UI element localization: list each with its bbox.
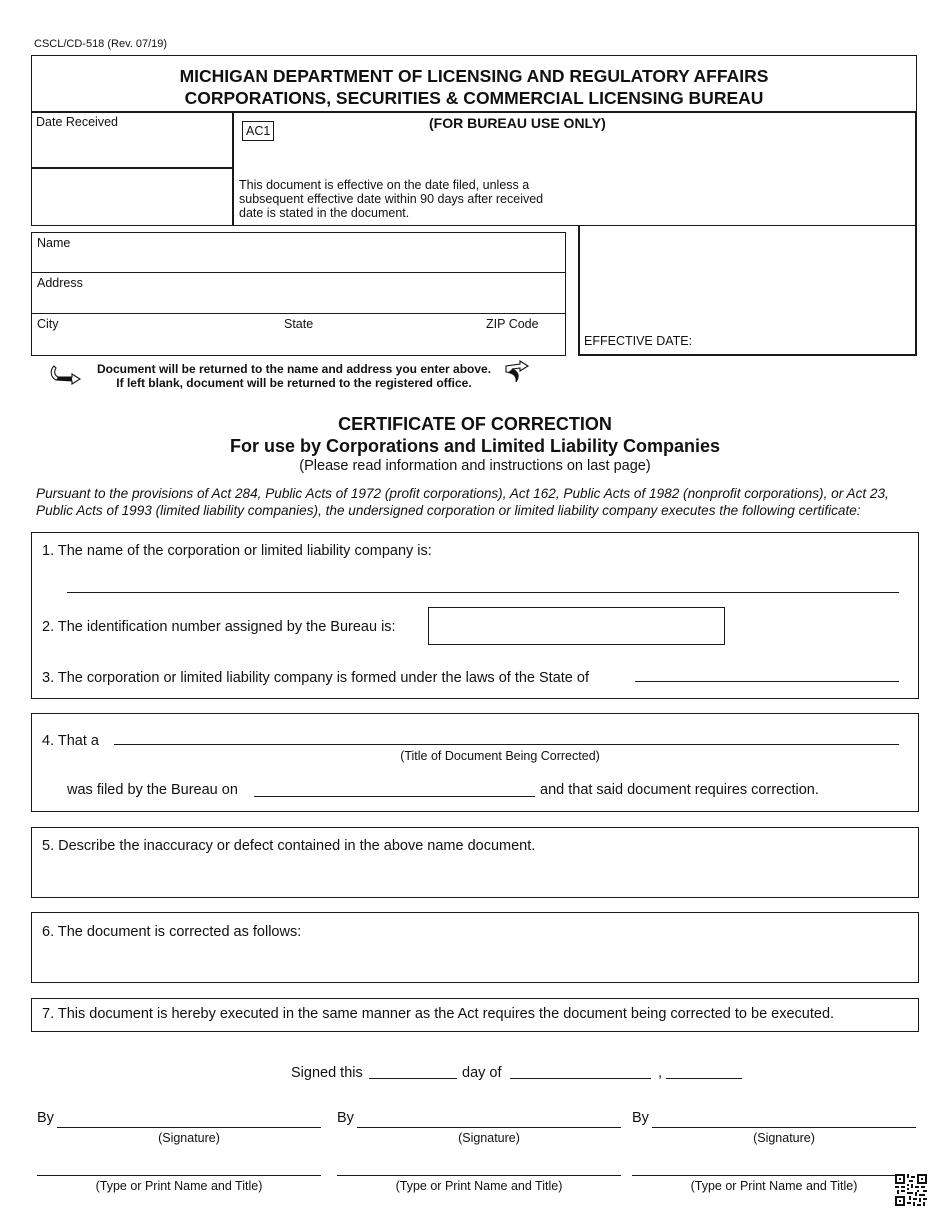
name-title-line-1[interactable] xyxy=(37,1175,321,1176)
curved-arrow-right-icon xyxy=(502,360,532,386)
item-7-text: 7. This document is hereby executed in the same manner as the Act requires the document being corrected to be executed. xyxy=(42,1006,835,1022)
comma: , xyxy=(658,1065,663,1081)
corporation-name-line[interactable] xyxy=(67,592,899,593)
date-received-label: Date Received xyxy=(36,115,118,129)
bureau-right-border xyxy=(915,111,917,356)
signature-line-3[interactable] xyxy=(652,1127,916,1128)
item-5-text: 5. Describe the inaccuracy or defect contained in the above name document. xyxy=(42,838,536,854)
name-field[interactable] xyxy=(32,233,565,273)
signature-line-1[interactable] xyxy=(57,1127,321,1128)
item-5-box[interactable] xyxy=(31,827,919,898)
bureau-name: CORPORATIONS, SECURITIES & COMMERCIAL LICENSING BUREAU xyxy=(184,88,764,108)
item-2-text: 2. The identification number assigned by the Bureau is: xyxy=(42,619,396,635)
preamble: Pursuant to the provisions of Act 284, Public Acts of 1972 (profit corporations), Act 162, Public Acts of 1982 (nonprofit corporations), or Act 23, Public Acts of 1993 (limited liability companies), the undersigned corporation or limited liability company executes the following certificate: xyxy=(36,486,889,518)
signature-caption-3: (Signature) xyxy=(753,1131,815,1145)
item-6-box[interactable] xyxy=(31,912,919,983)
by-label-1: By xyxy=(37,1110,54,1126)
signed-day-line[interactable] xyxy=(369,1078,457,1079)
city-state-zip-field[interactable] xyxy=(32,314,565,355)
item-7-box xyxy=(31,998,919,1032)
return-notice-line2: If left blank, document will be returned to the registered office. xyxy=(116,376,472,390)
signed-this-label: Signed this xyxy=(291,1065,363,1081)
name-label: Name xyxy=(37,236,71,250)
city-label: City xyxy=(37,317,59,331)
date-received-cell[interactable] xyxy=(31,111,234,169)
effective-date-label: EFFECTIVE DATE: xyxy=(584,334,693,348)
curved-arrow-left-icon xyxy=(46,362,82,386)
agency-name: MICHIGAN DEPARTMENT OF LICENSING AND REGULATORY AFFAIRS xyxy=(179,66,769,86)
effective-date-bottom-border xyxy=(578,354,917,356)
ac1-box: AC1 xyxy=(242,121,274,141)
bureau-use-only-label: (FOR BUREAU USE ONLY) xyxy=(429,115,606,131)
items-1-3-box xyxy=(31,532,919,699)
item-4-prefix: 4. That a xyxy=(42,733,99,749)
name-title-line-2[interactable] xyxy=(337,1175,621,1176)
bureau-blank-cell xyxy=(31,167,234,226)
certificate-subtitle: For use by Corporations and Limited Liability Companies xyxy=(229,436,721,456)
filing-date-line[interactable] xyxy=(254,796,535,797)
return-notice xyxy=(86,362,502,390)
document-title-line[interactable] xyxy=(114,744,899,745)
name-title-line-3[interactable] xyxy=(632,1175,916,1176)
address-field[interactable] xyxy=(32,273,565,314)
item-4-box xyxy=(31,713,919,812)
effective-note: This document is effective on the date filed, unless a subsequent effective date within 90 days after received date is stated in the document. xyxy=(239,178,544,220)
name-title-caption-3: (Type or Print Name and Title) xyxy=(690,1179,858,1193)
instructions-note: (Please read information and instructions on last page) xyxy=(299,458,651,474)
state-of-formation-line[interactable] xyxy=(635,681,899,682)
signed-month-line[interactable] xyxy=(510,1078,651,1079)
item-1-text: 1. The name of the corporation or limited liability company is: xyxy=(42,543,432,559)
filed-by-prefix: was filed by the Bureau on xyxy=(67,782,238,798)
document-title-caption: (Title of Document Being Corrected) xyxy=(400,749,600,763)
name-title-caption-1: (Type or Print Name and Title) xyxy=(95,1179,263,1193)
item-6-text: 6. The document is corrected as follows: xyxy=(42,924,302,940)
signed-year-line[interactable] xyxy=(666,1078,742,1079)
filed-by-suffix: and that said document requires correction. xyxy=(540,782,819,798)
header-box xyxy=(31,55,917,113)
qr-code-icon xyxy=(895,1174,927,1206)
address-label: Address xyxy=(37,276,83,290)
signature-caption-2: (Signature) xyxy=(458,1131,520,1145)
bureau-use-area xyxy=(232,111,917,226)
signature-caption-1: (Signature) xyxy=(158,1131,220,1145)
item-3-text: 3. The corporation or limited liability company is formed under the laws of the State of xyxy=(42,670,589,686)
return-address-box xyxy=(31,232,566,356)
by-label-3: By xyxy=(632,1110,649,1126)
certificate-title: CERTIFICATE OF CORRECTION xyxy=(338,414,612,434)
state-label: State xyxy=(284,317,314,331)
form-number: CSCL/CD-518 (Rev. 07/19) xyxy=(34,38,168,50)
name-title-caption-2: (Type or Print Name and Title) xyxy=(395,1179,563,1193)
effective-date-left-border xyxy=(578,226,580,356)
day-of-label: day of xyxy=(462,1065,502,1081)
signature-line-2[interactable] xyxy=(357,1127,621,1128)
zip-label: ZIP Code xyxy=(486,317,539,331)
by-label-2: By xyxy=(337,1110,354,1126)
return-notice-line1: Document will be returned to the name and address you enter above. xyxy=(96,362,492,376)
identification-number-input[interactable] xyxy=(428,607,725,645)
